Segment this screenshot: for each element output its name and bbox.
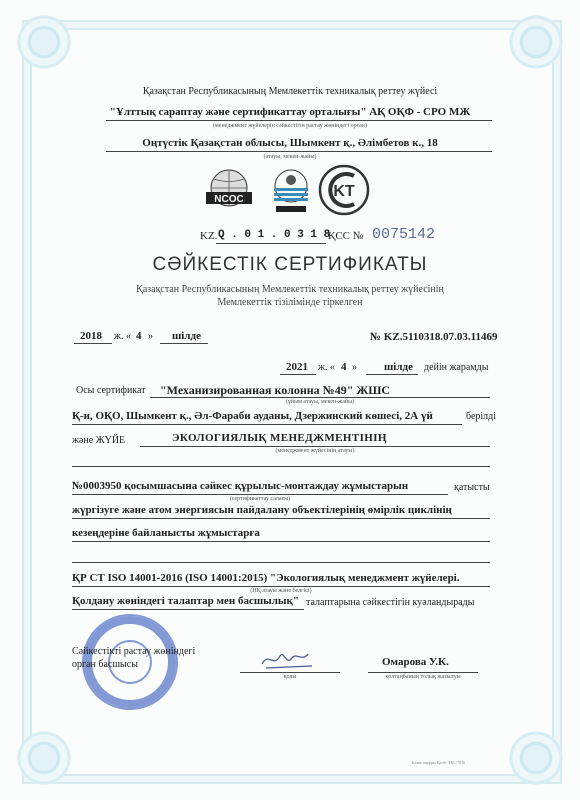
standard-caption: (НҚ атауы және белгісі) (250, 588, 312, 594)
underline (72, 424, 462, 425)
underline (74, 343, 112, 344)
underline (140, 446, 490, 447)
underline (72, 518, 490, 519)
ncoc-logo-text: NCOC (214, 194, 244, 205)
standard-tail: талаптарына сәйкестігін куәландырады (306, 597, 475, 608)
issue-month: шілде (172, 330, 201, 342)
kss-label: ҚСС № (328, 230, 364, 242)
signatory-org-label: Сәйкестікті растау жөніндегі (72, 646, 196, 657)
ncoc-globe-icon (200, 168, 258, 212)
issue-day: 4 (136, 330, 142, 342)
valid-month: шілде (384, 361, 413, 373)
kt-logo-icon (318, 164, 370, 216)
holder-name: "Механизированная колонна №49" ЖШС (160, 383, 391, 397)
corner-ornament (506, 728, 566, 788)
system-label: және ЖҮЙЕ (72, 435, 126, 446)
underline (160, 343, 208, 344)
signature-caption: қолы (283, 674, 297, 680)
valid-quote: » (352, 362, 357, 373)
scope-line-1: №0003950 қосымшасына сәйкес құрылыс-монтаждау жұмыстарын (72, 480, 409, 492)
kz-label: KZ. (200, 230, 218, 242)
issue-year: 2018 (80, 330, 102, 342)
sro-emblem-icon (268, 166, 314, 214)
certificate-title: СӘЙКЕСТІК СЕРТИФИКАТЫ (152, 254, 428, 275)
subtitle-line-1: Қазақстан Республикасының Мемлекеттік техникалық реттеу жүйесінің (136, 284, 444, 295)
scope-line-3: кезеңдеріне байланысты жұмыстарға (72, 527, 260, 539)
holder-label: Осы сертификат (76, 385, 146, 396)
underline (368, 672, 478, 673)
corner-ornament (506, 12, 566, 72)
scope-tail: қатысты (454, 482, 490, 493)
organization-caption: (менеджмент жүйелерін сәйкестігін растау жөніндегі орган) (213, 123, 367, 129)
kt-logo-text: KT (333, 183, 355, 200)
underline (240, 672, 340, 673)
underline (216, 243, 326, 244)
underline (72, 586, 490, 587)
organization-address: Оңтүстік Қазақстан облысы, Шымкент қ., Әлімбетов к., 18 (142, 137, 438, 149)
valid-zh: ж. « (318, 362, 335, 373)
underline (72, 494, 448, 495)
holder-address: Қ-и, ОҚО, Шымкент қ., Әл-Фараби ауданы, Дзержинский көшесі, 2А үй (72, 410, 433, 422)
underline (72, 562, 490, 563)
system-caption: (менеджмент жүйесінің атауы) (275, 448, 355, 454)
registration-number: № KZ.5110318.07.03.11469 (370, 331, 498, 343)
underline (366, 374, 418, 375)
valid-year: 2021 (286, 361, 308, 373)
valid-tail: дейін жарамды (424, 362, 489, 373)
handwritten-signature (258, 646, 318, 672)
underline (106, 120, 492, 121)
issued-label: берілді (466, 411, 497, 422)
management-system: ЭКОЛОГИЯЛЫҚ МЕНЕДЖМЕНТІНІҢ (172, 432, 387, 444)
holder-caption: (ұйым атауы, мекен-жайы) (285, 399, 355, 405)
underline (72, 609, 304, 610)
issue-quote: » (148, 331, 153, 342)
kz-code: Q . 0 1 . 0 3 1 8 (218, 229, 331, 241)
address-caption: (атауы, мекен-жайы) (263, 154, 317, 160)
scope-caption: (сертификаттау саласы) (229, 496, 291, 502)
underline (106, 151, 492, 152)
organization-name: "Ұлттық сараптау және сертификаттау орталығы" АҚ ОҚФ - СРО МЖ (109, 106, 471, 118)
blank-code: Бланк шифры ҚазАс ТКС-7016 (412, 760, 466, 765)
valid-day: 4 (341, 361, 347, 373)
underline (72, 541, 490, 542)
underline (72, 466, 490, 467)
system-title: Қазақстан Республикасының Мемлекеттік техникалық реттеу жүйесі (142, 86, 438, 97)
signer-name: Омарова У.К. (382, 656, 449, 668)
underline (280, 374, 316, 375)
corner-ornament (14, 12, 74, 72)
standard-line-2: Қолдану жөніндегі талаптар мен басшылық" (72, 595, 299, 607)
signer-caption: қолтаңбаның толық жазылуы (385, 674, 461, 680)
certificate-serial: 0075142 (372, 226, 436, 243)
scope-line-2: жүргізуге және атом энергиясын пайдалану объектілерінің өмірлік циклінің (72, 504, 452, 516)
underline (150, 397, 490, 398)
corner-ornament (14, 728, 74, 788)
signatory-role-label: орган басшысы (72, 659, 138, 670)
standard-line-1: ҚР СТ ISO 14001-2016 (ISO 14001:2015) "Экологиялық менеджмент жүйелері. (72, 572, 460, 584)
issue-zh: ж. « (114, 331, 131, 342)
subtitle-line-2: Мемлекеттік тізілімінде тіркелген (217, 297, 363, 308)
